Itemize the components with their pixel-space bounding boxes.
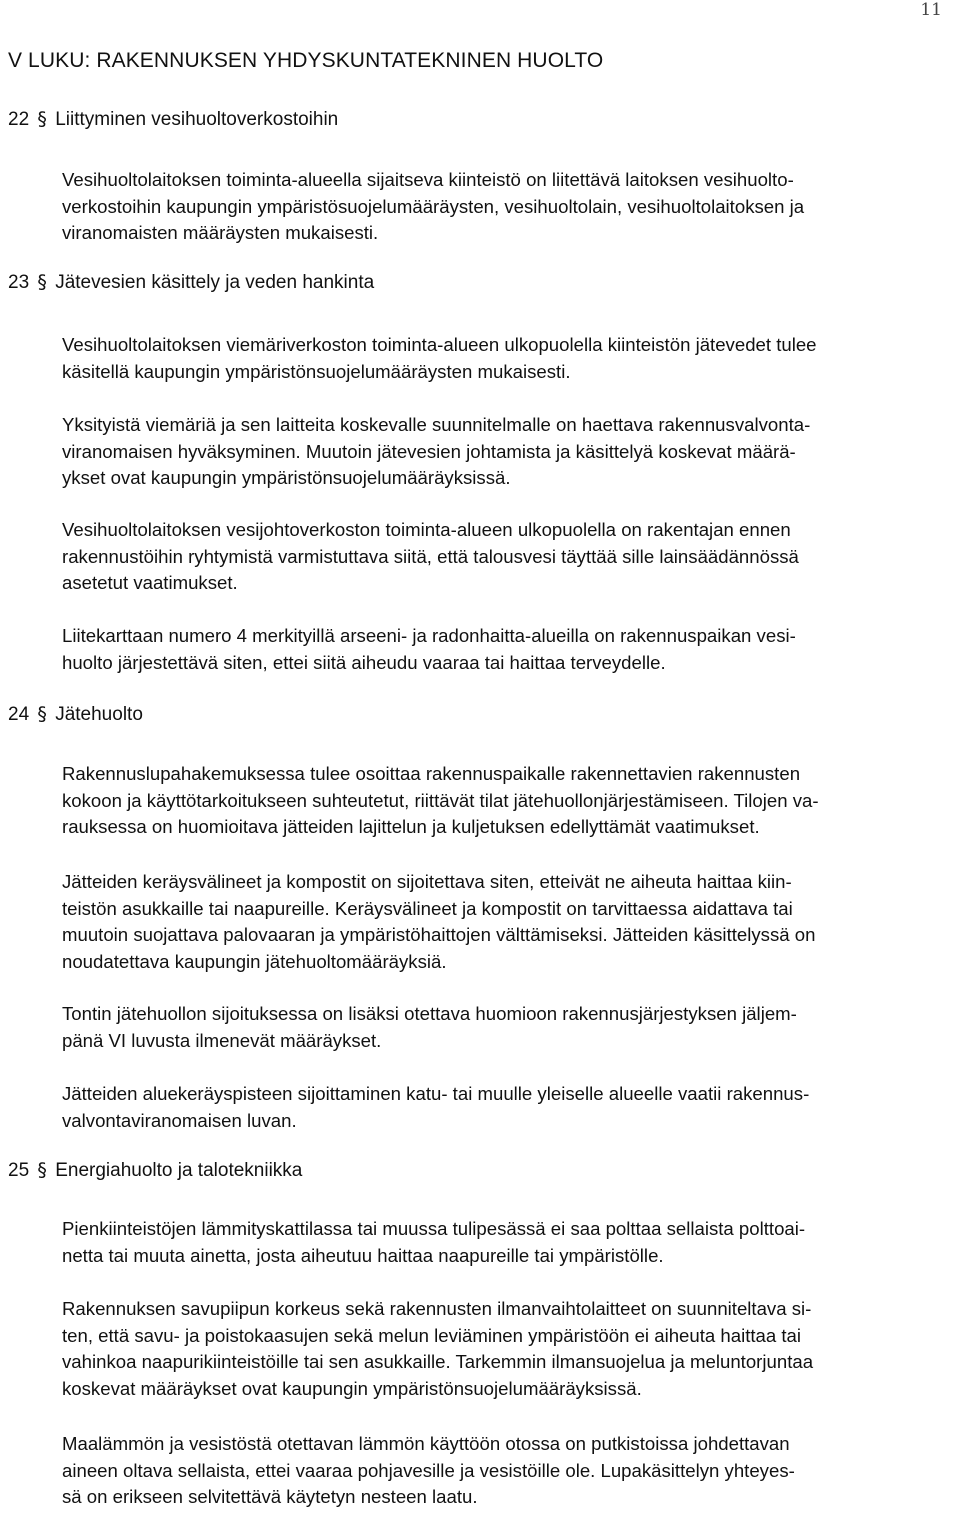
paragraph-line: Vesihuoltolaitoksen vesijohtoverkoston toiminta-alueen ulkopuolella on rakentajan ennen (62, 519, 791, 540)
paragraph-line: Liitekarttaan numero 4 merkityillä arseeni- ja radonhaitta-alueilla on rakennuspaikan vesi- (62, 625, 796, 646)
paragraph-line: Vesihuoltolaitoksen viemäriverkoston toiminta-alueen ulkopuolella kiinteistön jätevedet tulee (62, 334, 817, 355)
section-number: 22 (8, 109, 30, 130)
paragraph (62, 1001, 957, 1054)
paragraph-line: Rakennuslupahakemuksessa tulee osoittaa rakennuspaikalle rakennettavien rakennusten (62, 763, 801, 784)
paragraph (62, 1081, 957, 1134)
section-symbol: § (37, 271, 47, 293)
section-title: Liittyminen vesihuoltoverkostoihin (55, 109, 339, 130)
section-title: Energiahuolto ja talotekniikka (55, 1160, 303, 1181)
paragraph (62, 1431, 957, 1511)
paragraph-line: Jätteiden aluekeräyspisteen sijoittaminen katu- tai muulle yleiselle alueelle vaatii rakennus- (62, 1083, 810, 1104)
paragraph-line: vahinkoa naapurikiinteistöille tai sen asukkaille. Tarkemmin ilmansuojelua ja meluntorjuntaa (62, 1351, 814, 1372)
paragraph-line: netta tai muuta ainetta, josta aiheutuu haittaa naapureille tai ympäristölle. (62, 1244, 664, 1266)
paragraph-line: rauksessa on huomioitava jätteiden lajittelun ja kuljetuksen edellyttämät vaatimukset. (62, 816, 760, 837)
paragraph-line: koskevat määräykset ovat kaupungin ympäristönsuojelumääräyksissä. (62, 1377, 642, 1399)
section-heading (8, 1159, 302, 1182)
paragraph-line: noudatettava kaupungin jätehuoltomääräyksiä. (62, 950, 447, 972)
paragraph (62, 167, 957, 247)
paragraph-line: muutoin suojattava palovaaran ja ympäristöhaittojen välttämiseksi. Jätteiden käsittelyssä on (62, 924, 816, 945)
paragraph-line: Jätteiden keräysvälineet ja kompostit on sijoitettava siten, etteivät ne aiheuta haittaa kiin- (62, 871, 792, 892)
paragraph-line: teistön asukkaille tai naapureille. Keräysvälineet ja kompostit on tarvittaessa aidattava tai (62, 897, 793, 919)
section-title: Jätehuolto (55, 704, 143, 725)
section-number: 23 (8, 272, 30, 293)
section-symbol: § (37, 703, 47, 725)
section-number: 24 (8, 704, 30, 725)
paragraph-line: ten, että savu- ja poistokaasujen sekä melun leviäminen ympäristöön ei aiheuta haittaa tai (62, 1324, 802, 1346)
paragraph-line: käsitellä kaupungin ympäristönsuojelumääräysten mukaisesti. (62, 360, 571, 382)
paragraph (62, 761, 957, 841)
section-heading (8, 703, 143, 726)
paragraph-line: Yksityistä viemäriä ja sen laitteita koskevalle suunnitelmalle on haettava rakennusvalvonta- (62, 414, 811, 435)
section-heading (8, 108, 338, 131)
paragraph (62, 517, 957, 597)
chapter-title: V LUKU: RAKENNUKSEN YHDYSKUNTATEKNINEN HUOLTO (8, 49, 604, 72)
paragraph-line: kokoon ja käyttötarkoitukseen suhteutetut, riittävät tilat jätehuollonjärjestämiseen. Tilojen va- (62, 789, 819, 811)
paragraph-line: Maalämmön ja vesistöstä otettavan lämmön käyttöön otossa on putkistoissa johdettavan (62, 1433, 790, 1454)
paragraph-line: huolto järjestettävä siten, ettei siitä aiheudu vaaraa tai haittaa terveydelle. (62, 651, 666, 673)
section-symbol: § (37, 1159, 47, 1181)
paragraph (62, 412, 957, 492)
paragraph-line: viranomaisen hyväksyminen. Muutoin jätevesien johtamista ja käsittelyä koskevat määrä- (62, 440, 796, 462)
paragraph-line: pänä VI luvusta ilmenevät määräykset. (62, 1029, 382, 1051)
paragraph (62, 332, 957, 385)
section-symbol: § (37, 108, 47, 130)
paragraph (62, 1296, 957, 1402)
section-heading (8, 271, 374, 294)
paragraph-line: aineen oltava sellaista, ettei vaaraa pohjavesille ja vesistöille ole. Lupakäsittelyn yhteyes- (62, 1459, 795, 1481)
section-number: 25 (8, 1160, 30, 1181)
paragraph (62, 1216, 957, 1269)
paragraph-line: rakennustöihin ryhtymistä varmistuttava siitä, että talousvesi täyttää sille lainsäädännössä (62, 545, 799, 567)
paragraph-line: verkostoihin kaupungin ympäristösuojelumääräysten, vesihuoltolain, vesihuoltolaitoksen ja (62, 195, 805, 217)
paragraph-line: Vesihuoltolaitoksen toiminta-alueella sijaitseva kiinteistö on liitettävä laitoksen vesihuolto- (62, 169, 794, 190)
paragraph-line: Rakennuksen savupiipun korkeus sekä rakennusten ilmanvaihtolaitteet on suunniteltava si- (62, 1298, 812, 1319)
page-number: 11 (920, 0, 942, 20)
paragraph-line: ykset ovat kaupungin ympäristönsuojelumääräyksissä. (62, 467, 511, 488)
paragraph-line: sä on erikseen selvitettävä käytetyn nesteen laatu. (62, 1486, 478, 1507)
section-title: Jätevesien käsittely ja veden hankinta (55, 272, 375, 293)
paragraph-line: viranomaisten määräysten mukaisesti. (62, 222, 379, 243)
paragraph-line: asetetut vaatimukset. (62, 572, 238, 593)
paragraph-line: Pienkiinteistöjen lämmityskattilassa tai muussa tulipesässä ei saa polttaa sellaista polttoai- (62, 1218, 806, 1239)
paragraph (62, 869, 957, 975)
paragraph-line: valvontaviranomaisen luvan. (62, 1109, 297, 1131)
paragraph-line: Tontin jätehuollon sijoituksessa on lisäksi otettava huomioon rakennusjärjestyksen jäljem- (62, 1003, 797, 1024)
paragraph (62, 623, 957, 676)
